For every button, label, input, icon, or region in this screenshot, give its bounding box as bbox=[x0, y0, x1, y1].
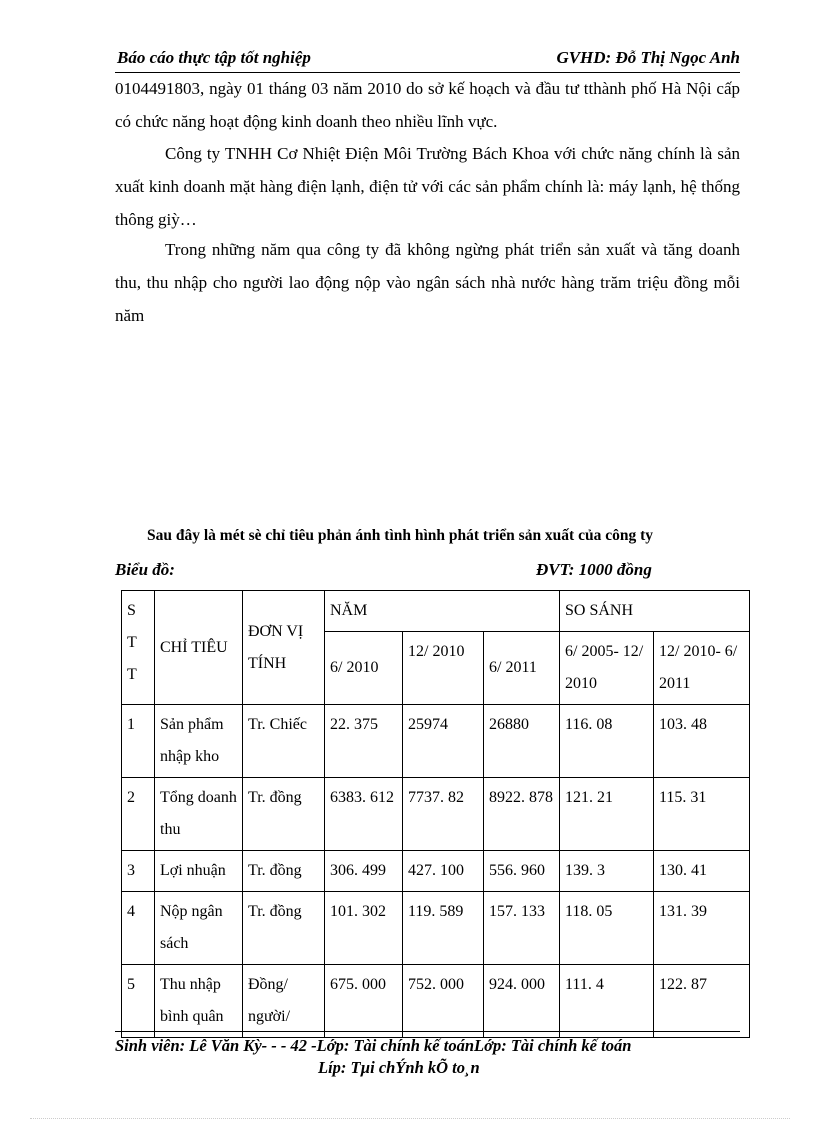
report-title: Báo cáo thực tập tốt nghiệp bbox=[117, 48, 311, 67]
footer-student-line: Sinh viên: Lê Văn Kỳ- - - 42 -Lớp: Tài chính kế toánLớp: Tài chính kế toán bbox=[115, 1036, 632, 1055]
header-chitieu: CHỈ TIÊU bbox=[155, 591, 243, 705]
header-year: 6/ 2010 bbox=[325, 632, 403, 705]
table-caption: Sau đây là mét sè chỉ tiêu phản ánh tình hình phát triển sản xuất của công ty bbox=[147, 527, 654, 544]
header-nam: NĂM bbox=[325, 591, 560, 632]
cell-stt: 2 bbox=[122, 778, 155, 851]
cell-value: 6383. 612 bbox=[325, 778, 403, 851]
cell-compare: 122. 87 bbox=[654, 965, 750, 1038]
page-bottom-divider bbox=[30, 1118, 790, 1119]
header-compare: 6/ 2005- 12/ 2010 bbox=[560, 632, 654, 705]
cell-value: 556. 960 bbox=[484, 851, 560, 892]
footer-class-line: Líp: Tµi chÝnh kÕ to¸n bbox=[318, 1058, 480, 1077]
cell-compare: 111. 4 bbox=[560, 965, 654, 1038]
table-row bbox=[122, 965, 750, 1038]
header-year: 12/ 2010 bbox=[403, 632, 484, 705]
table-row bbox=[122, 778, 750, 851]
cell-stt: 3 bbox=[122, 851, 155, 892]
cell-value: 157. 133 bbox=[484, 892, 560, 965]
header-donvi: ĐƠN VỊ TÍNH bbox=[243, 591, 325, 705]
cell-compare: 139. 3 bbox=[560, 851, 654, 892]
indicator-table bbox=[121, 590, 750, 1038]
cell-compare: 115. 31 bbox=[654, 778, 750, 851]
paragraph-company-function: Công ty TNHH Cơ Nhiệt Điện Môi Trường Bách Khoa với chức năng chính là sản xuất kinh doanh mặt hàng điện lạnh, điện tử với các sản phẩm chính là: máy lạnh, hệ thống thông giỳ… bbox=[115, 144, 740, 229]
cell-stt: 5 bbox=[122, 965, 155, 1038]
cell-value: 675. 000 bbox=[325, 965, 403, 1038]
footer-divider bbox=[115, 1031, 740, 1032]
cell-value: 8922. 878 bbox=[484, 778, 560, 851]
header-compare: 12/ 2010- 6/ 2011 bbox=[654, 632, 750, 705]
unit-label: ĐVT: 1000 đồng bbox=[536, 560, 652, 579]
chart-label: Biểu đồ: bbox=[115, 560, 175, 579]
cell-name: Tổng doanh thu bbox=[155, 778, 243, 851]
table-row bbox=[122, 892, 750, 965]
header-sosanh: SO SÁNH bbox=[560, 591, 750, 632]
cell-value: 306. 499 bbox=[325, 851, 403, 892]
cell-value: 26880 bbox=[484, 705, 560, 778]
cell-value: 22. 375 bbox=[325, 705, 403, 778]
cell-value: 7737. 82 bbox=[403, 778, 484, 851]
cell-compare: 131. 39 bbox=[654, 892, 750, 965]
cell-value: 427. 100 bbox=[403, 851, 484, 892]
cell-unit: Tr. Chiếc bbox=[243, 705, 325, 778]
cell-unit: Tr. đồng bbox=[243, 892, 325, 965]
cell-value: 101. 302 bbox=[325, 892, 403, 965]
cell-compare: 130. 41 bbox=[654, 851, 750, 892]
cell-value: 924. 000 bbox=[484, 965, 560, 1038]
cell-compare: 103. 48 bbox=[654, 705, 750, 778]
cell-unit: Tr. đồng bbox=[243, 778, 325, 851]
cell-name: Nộp ngân sách bbox=[155, 892, 243, 965]
cell-name: Thu nhập bình quân bbox=[155, 965, 243, 1038]
cell-name: Sản phẩm nhập kho bbox=[155, 705, 243, 778]
header-stt: S T T bbox=[122, 591, 155, 705]
page-header bbox=[115, 44, 740, 73]
header-year: 6/ 2011 bbox=[484, 632, 560, 705]
cell-stt: 1 bbox=[122, 705, 155, 778]
cell-name: Lợi nhuận bbox=[155, 851, 243, 892]
cell-value: 119. 589 bbox=[403, 892, 484, 965]
supervisor-name: GVHD: Đỗ Thị Ngọc Anh bbox=[556, 48, 740, 67]
cell-compare: 116. 08 bbox=[560, 705, 654, 778]
cell-value: 752. 000 bbox=[403, 965, 484, 1038]
paragraph-development: Trong những năm qua công ty đã không ngừng phát triển sản xuất và tăng doanh thu, thu nhập cho người lao động nộp vào ngân sách nhà nước hàng trăm triệu đồng mỗi năm bbox=[115, 240, 740, 325]
cell-compare: 118. 05 bbox=[560, 892, 654, 965]
table-row bbox=[122, 705, 750, 778]
cell-unit: Đồng/ người/ bbox=[243, 965, 325, 1038]
cell-value: 25974 bbox=[403, 705, 484, 778]
table-row bbox=[122, 851, 750, 892]
cell-compare: 121. 21 bbox=[560, 778, 654, 851]
cell-unit: Tr. đồng bbox=[243, 851, 325, 892]
paragraph-registration: 0104491803, ngày 01 tháng 03 năm 2010 do sở kế hoạch và đầu tư tthành phố Hà Nội cấp có chức năng hoạt động kinh doanh theo nhiều lĩnh vực. bbox=[115, 79, 740, 131]
cell-stt: 4 bbox=[122, 892, 155, 965]
